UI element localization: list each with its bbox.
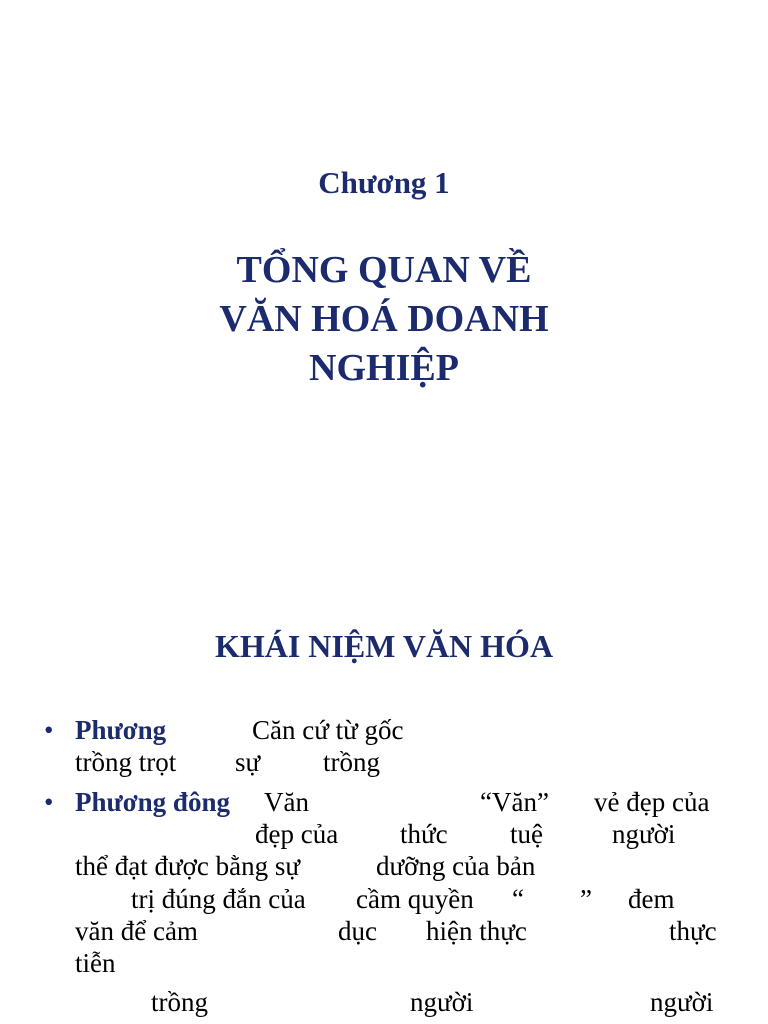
bullet2-line4-word: đem: [628, 884, 675, 914]
bullet1-line2-word: sự: [235, 747, 261, 777]
bullet2-line5-word: hiện thực: [426, 916, 527, 946]
chapter-title-line-3: NGHIỆP: [309, 347, 459, 389]
bullet1-line2-word: trồng trọt: [75, 747, 177, 777]
bullet-point-icon: •: [44, 787, 54, 817]
bullet2-line6-text: tiễn: [75, 948, 116, 978]
bullet2-line4-word: trị đúng đắn của: [131, 884, 306, 914]
bullet2-line5-word: thực: [669, 916, 717, 946]
bullet2-line4-word: ”: [580, 884, 592, 914]
bullet2-term: Phương đông: [75, 787, 230, 817]
bullet2-line2-word: đẹp của: [255, 819, 339, 849]
bullet2-line4-word: cầm quyền: [356, 884, 474, 914]
bullet2-line2-word: người: [612, 819, 676, 849]
chapter-title-line-1: TỔNG QUAN VỀ: [236, 249, 532, 291]
chapter-title-line-2: VĂN HOÁ DOANH: [219, 298, 549, 340]
chapter-title: [0, 246, 768, 393]
bullet-point-icon: •: [44, 715, 54, 745]
bullet1-line1-text: Căn cứ từ gốc: [252, 715, 404, 745]
bullet2-line5-word: văn để cảm: [75, 916, 198, 946]
bullet2-line7-word: người: [650, 987, 714, 1017]
bullet1-line2-word: trồng: [323, 747, 380, 777]
bullet2-line7-word: người: [410, 987, 474, 1017]
bullet2-line4-word: “: [512, 884, 524, 914]
bullet2-line3-word: dưỡng của bản: [376, 851, 536, 881]
chapter-heading: Chương 1: [318, 165, 450, 200]
bullet1-term: Phương: [75, 715, 167, 745]
bullet2-line1-word: vẻ đẹp của: [594, 787, 710, 817]
bullet2-line2-word: tuệ: [510, 819, 543, 849]
bullet2-line5-word: dục: [338, 916, 377, 946]
bullet2-line1-word: “Văn”: [480, 787, 549, 817]
section-title: KHÁI NIỆM VĂN HÓA: [214, 628, 554, 664]
bullet2-line1-word: Văn: [264, 787, 309, 817]
bullet2-line2-word: thức: [400, 819, 448, 849]
bullet2-line3-word: thể đạt được bằng sự: [75, 851, 300, 881]
bullet2-line7-word: trồng: [151, 987, 208, 1017]
